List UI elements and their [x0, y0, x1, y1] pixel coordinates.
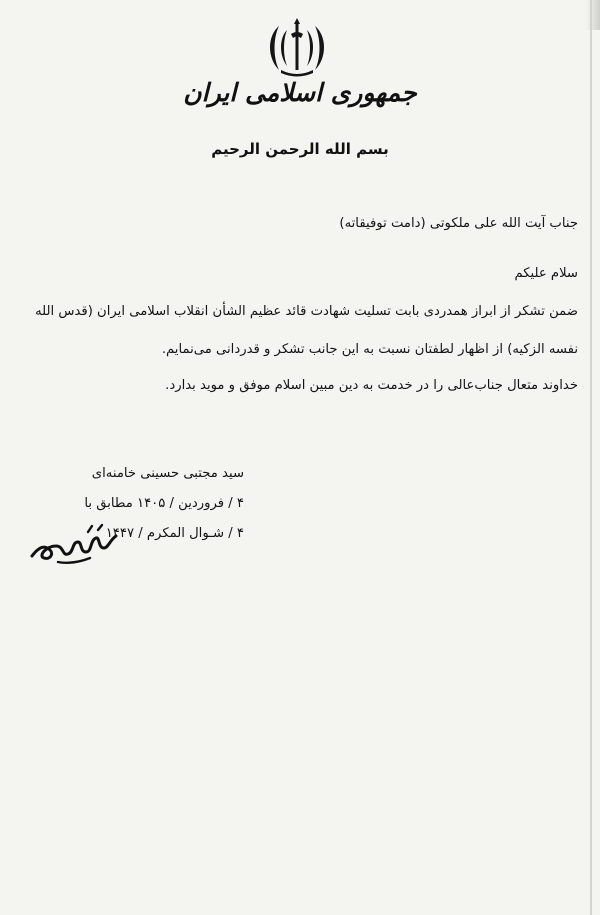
- handwritten-signature: [28, 522, 120, 568]
- date-solar: ۴ / فروردین / ۱۴۰۵ مطابق با: [84, 496, 244, 511]
- body-line-1: ضمن تشکر از ابراز همدردی بابت تسلیت شهادت قائد عظیم الشأن انقلاب اسلامی ایران (قدس الله: [35, 304, 578, 319]
- page-edge: [590, 0, 592, 915]
- page-corner-shadow: [586, 0, 600, 30]
- date-lunar: ۴ / شـوال المکرم / ۱۴۴۷: [105, 526, 244, 541]
- basmala: بسم الله الرحمن الرحیم: [211, 140, 389, 158]
- iran-emblem-icon: [265, 18, 329, 78]
- greeting-line: سلام علیکم: [514, 266, 578, 281]
- state-name-heading: جمهوری اسلامی ایران: [183, 78, 417, 107]
- addressee-line: جناب آیت الله علی ملکوتی (دامت توفیقاته): [339, 216, 578, 231]
- body-line-2: نفسه الزکیه) از اظهار لطفتان نسبت به این جانب تشکر و قدردانی می‌نمایم.: [161, 342, 578, 357]
- body-line-3: خداوند متعال جناب‌عالی را در خدمت به دین مبین اسلام موفق و موید بدارد.: [165, 378, 578, 393]
- signatory-name: سید مجتبی حسینی خامنه‌ای: [91, 466, 244, 481]
